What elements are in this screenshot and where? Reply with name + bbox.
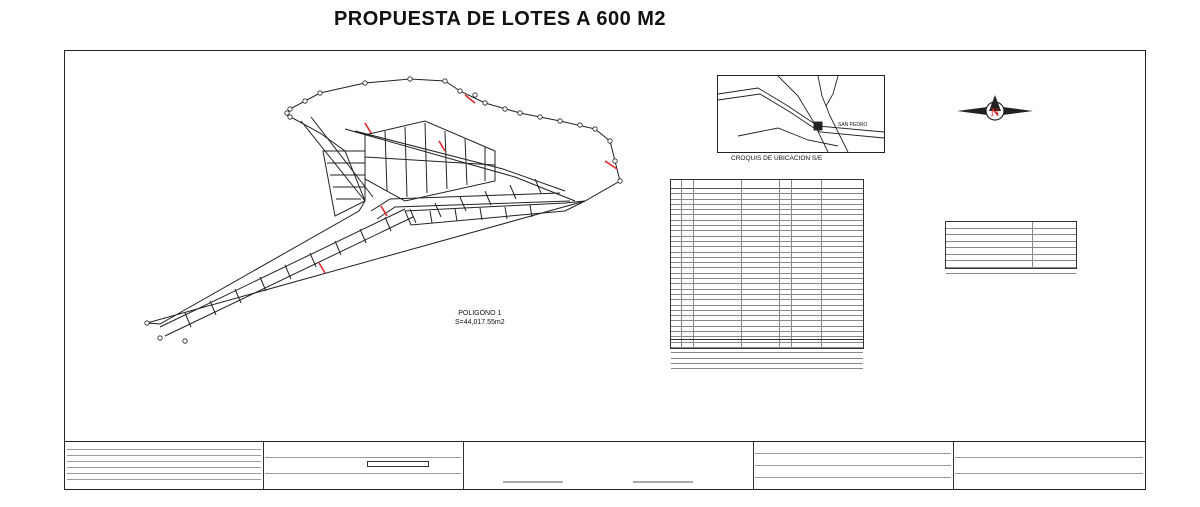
polygon-label [455,309,505,327]
north-arrow-icon [955,91,1035,136]
coordinates-table-header [671,180,863,189]
title-block-drawing-name [953,441,1145,489]
location-map [717,75,885,153]
drawing-sheet [64,50,1146,490]
title-block-responsibles [753,441,954,489]
area-summary-rows [946,222,1076,274]
internal-road [371,193,570,219]
polygon-area: S=44,017.55m2 [455,319,505,326]
location-map-drawing [718,76,884,152]
area-summary-table [945,221,1077,269]
title-block-revisions [65,441,264,489]
lot-divisions [365,123,495,197]
internal-road [345,129,575,201]
area-summary-row [946,268,1076,275]
main-road [160,209,413,336]
lot-divisions [185,179,541,327]
coordinates-table-row [671,364,863,369]
north-letter: N [990,105,1000,119]
title-block-notes [463,441,754,489]
location-map-label: SAN PEDRO [838,122,868,128]
title-block [65,441,1145,489]
page-title: PROPUESTA DE LOTES A 600 M2 [333,8,667,30]
coordinates-table [670,179,864,349]
coordinates-table-total [671,339,863,348]
internal-road [301,117,373,201]
polygon-name: POLIGONO 1 [458,310,502,317]
location-map-caption: CROQUIS DE UBICACION S/E [731,155,823,162]
site-plan [65,51,685,361]
lot-block [323,151,365,216]
title-block-project-info [263,441,464,489]
drawing-area [65,51,1145,442]
